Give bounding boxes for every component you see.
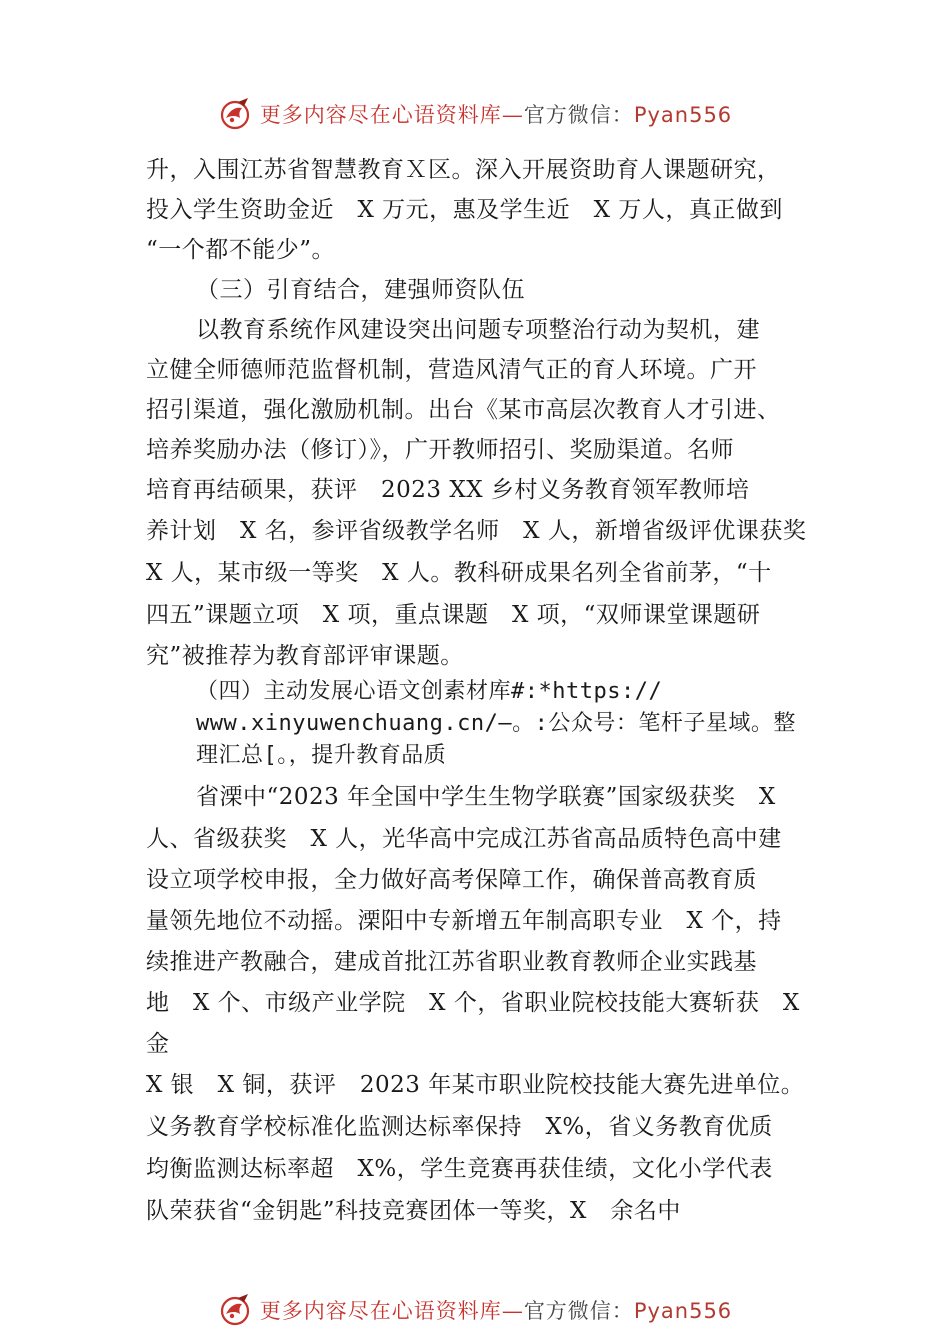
- header-account: Pyan556: [633, 103, 733, 127]
- body-line: 地 X 个、市级产业学院 X 个，省职业院校技能大赛斩获 X: [146, 990, 800, 1016]
- body-line: 量领先地位不动摇。溧阳中专新增五年制高职专业 X 个，持: [146, 908, 782, 934]
- body-line: 以教育系统作风建设突出问题专项整治行动为契机，建: [196, 317, 760, 343]
- footer-banner-text: [260, 1295, 732, 1325]
- body-line: X 人，某市级一等奖 X 人。教科研成果名列全省前茅，“十: [146, 560, 772, 586]
- body-line: 究”被推荐为教育部评审课题。: [146, 643, 464, 669]
- header-brand: 更多内容尽在心语资料库: [259, 103, 502, 127]
- header-wechat-label: 官方微信：: [523, 103, 634, 127]
- body-line: X 银 X 铜，获评 2023 年某市职业院校技能大赛先进单位。: [146, 1072, 805, 1098]
- body-line: 省溧中“2023 年全国中学生生物学联赛”国家级获奖 X: [196, 784, 776, 810]
- body-line: 升，入围江苏省智慧教育Ｘ区。深入开展资助育人课题研究，: [146, 157, 781, 183]
- body-line: 义务教育学校标准化监测达标率保持 X%，省义务教育优质: [146, 1114, 773, 1140]
- body-line: 四五”课题立项 X 项，重点课题 X 项，“双师课堂课题研: [146, 602, 761, 628]
- body-line: 理汇总[。，提升教育品质: [196, 743, 447, 768]
- body-line: www.xinyuwenchuang.cn/—。:公众号：笔杆子星域。整: [196, 711, 796, 736]
- body-line: 设立项学校申报，全力做好高考保障工作，确保普高教育质: [146, 867, 757, 893]
- header-banner: [0, 94, 950, 134]
- header-dash: —: [501, 103, 524, 127]
- brand-logo-icon: [218, 96, 254, 132]
- footer-wechat-label: 官方微信：: [523, 1299, 634, 1323]
- body-line: 养计划 X 名，参评省级教学名师 X 人，新增省级评优课获奖: [146, 518, 807, 544]
- section-heading: （三）引育结合，建强师资队伍: [196, 277, 525, 303]
- body-line: 培养奖励办法（修订）》，广开教师招引、奖励渠道。名师: [146, 437, 734, 463]
- body-line: 金: [146, 1031, 170, 1057]
- footer-account: Pyan556: [633, 1299, 733, 1323]
- body-line: “一个都不能少”。: [146, 237, 336, 263]
- body-line: 均衡监测达标率超 X%，学生竞赛再获佳绩，文化小学代表: [146, 1156, 773, 1182]
- body-line: 培育再结硕果，获评 2023 XX 乡村义务教育领军教师培: [146, 477, 750, 503]
- footer-dash: —: [501, 1299, 524, 1323]
- footer-brand: 更多内容尽在心语资料库: [259, 1299, 502, 1323]
- document-body: [146, 150, 836, 1232]
- body-line: 人、省级获奖 X 人，光华高中完成江苏省高品质特色高中建: [146, 826, 782, 852]
- body-line: 投入学生资助金近 X 万元，惠及学生近 X 万人，真正做到: [146, 197, 783, 223]
- body-line: 队荣获省“金钥匙”科技竞赛团体一等奖，X 余名中: [146, 1198, 681, 1224]
- section-heading: （四）主动发展心语文创素材库#:*https://: [196, 679, 663, 704]
- brand-logo-icon: [218, 1292, 254, 1328]
- body-line: 续推进产教融合，建成首批江苏省职业教育教师企业实践基: [146, 949, 757, 975]
- body-line: 立健全师德师范监督机制，营造风清气正的育人环境。广开: [146, 357, 757, 383]
- footer-banner: [0, 1290, 950, 1330]
- body-line: 招引渠道，强化激励机制。出台《某市高层次教育人才引进、: [146, 397, 781, 423]
- header-banner-text: [260, 99, 732, 129]
